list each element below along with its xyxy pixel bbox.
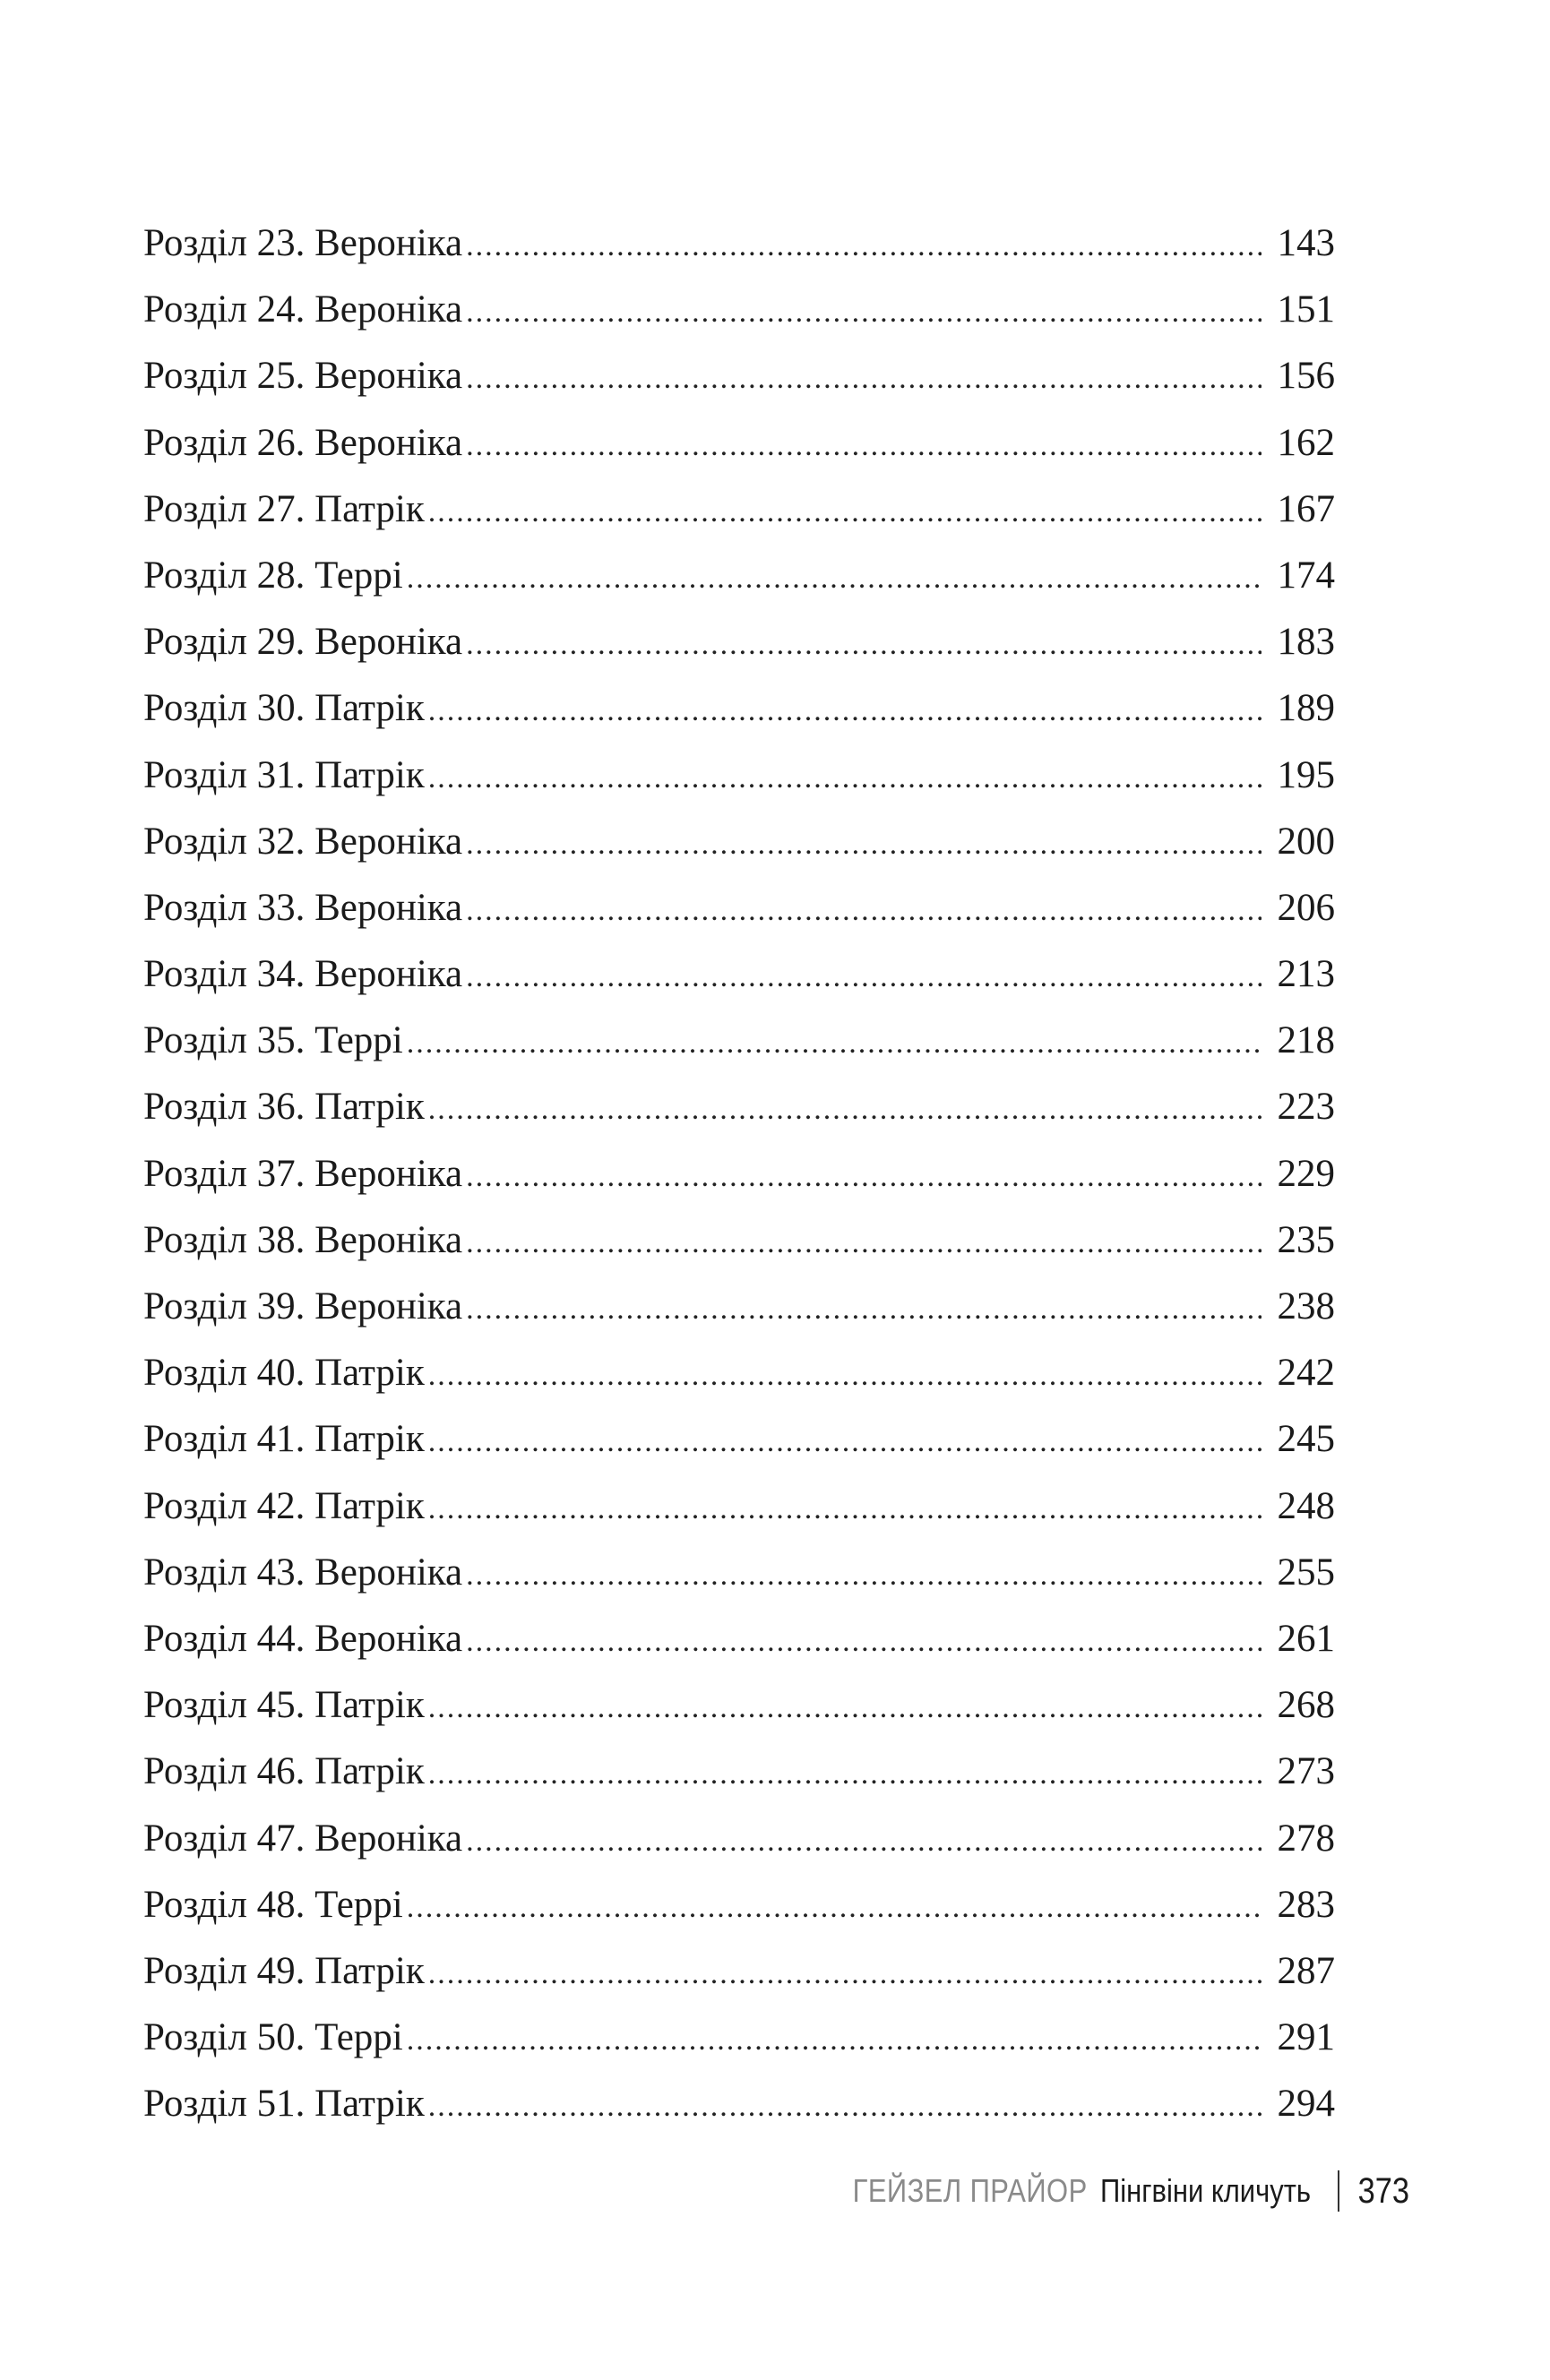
toc-entry-page: 278 [1277, 1817, 1335, 1860]
toc-entry [143, 1008, 1335, 1074]
toc-entry-page: 189 [1277, 687, 1335, 730]
dot-leader [428, 2074, 1262, 2140]
toc-entry-title: Розділ 48. Террі [143, 1883, 403, 1926]
toc-entry-page: 238 [1277, 1285, 1335, 1327]
toc-entry [143, 1872, 1335, 1938]
toc-entry [143, 2005, 1335, 2071]
dot-leader [428, 1941, 1262, 2007]
dot-leader [407, 1875, 1262, 1941]
toc-entry-page: 167 [1277, 487, 1335, 530]
toc-entry-title: Розділ 28. Террі [143, 554, 403, 597]
dot-leader [466, 1809, 1262, 1875]
toc-entry-page: 287 [1277, 1949, 1335, 1992]
dot-leader [466, 1542, 1262, 1609]
toc-entry [143, 2071, 1335, 2137]
toc-entry [143, 1141, 1335, 1207]
toc-entry-page: 195 [1277, 753, 1335, 796]
toc-entry-page: 151 [1277, 288, 1335, 331]
toc-entry [143, 1739, 1335, 1805]
toc-entry-page: 268 [1277, 1684, 1335, 1727]
toc-entry-title: Розділ 30. Патрік [143, 687, 425, 730]
toc-entry [143, 609, 1335, 675]
toc-entry-page: 206 [1277, 886, 1335, 929]
dot-leader [466, 413, 1262, 479]
toc-entry [143, 675, 1335, 742]
toc-entry-page: 242 [1277, 1352, 1335, 1395]
toc-entry-title: Розділ 39. Вероніка [143, 1285, 463, 1327]
toc-entry [143, 941, 1335, 1008]
toc-entry [143, 277, 1335, 343]
dot-leader [466, 612, 1262, 678]
toc-entry-page: 294 [1277, 2083, 1335, 2126]
toc-entry-page: 213 [1277, 953, 1335, 996]
dot-leader [428, 1741, 1262, 1808]
toc-entry [143, 875, 1335, 941]
toc-entry [143, 211, 1335, 277]
toc-entry-page: 162 [1277, 421, 1335, 464]
dot-leader [407, 546, 1262, 612]
toc-entry [143, 543, 1335, 609]
toc-entry-title: Розділ 29. Вероніка [143, 621, 463, 664]
toc-entry [143, 477, 1335, 543]
dot-leader [428, 1476, 1262, 1542]
toc-entry-title: Розділ 44. Вероніка [143, 1617, 463, 1660]
footer-divider [1338, 2170, 1339, 2212]
toc-entry-page: 291 [1277, 2016, 1335, 2059]
dot-leader [466, 878, 1262, 944]
toc-entry-page: 143 [1277, 222, 1335, 264]
toc-entry [143, 1806, 1335, 1872]
dot-leader [428, 1409, 1262, 1475]
toc-entry-title: Розділ 26. Вероніка [143, 421, 463, 464]
toc-entry [143, 1672, 1335, 1739]
toc-entry-page: 223 [1277, 1086, 1335, 1129]
table-of-contents [143, 211, 1335, 2137]
toc-entry-title: Розділ 34. Вероніка [143, 953, 463, 996]
dot-leader [466, 1609, 1262, 1675]
toc-entry-title: Розділ 50. Террі [143, 2016, 403, 2059]
toc-entry-title: Розділ 37. Вероніка [143, 1152, 463, 1195]
toc-entry-title: Розділ 35. Террі [143, 1019, 403, 1062]
toc-entry-title: Розділ 24. Вероніка [143, 288, 463, 331]
toc-entry [143, 1938, 1335, 2005]
dot-leader [428, 1343, 1262, 1409]
toc-entry-page: 248 [1277, 1484, 1335, 1527]
toc-entry-page: 183 [1277, 621, 1335, 664]
page-number: 373 [1357, 2170, 1410, 2211]
toc-entry-title: Розділ 31. Патрік [143, 753, 425, 796]
toc-entry-page: 273 [1277, 1750, 1335, 1793]
dot-leader [466, 213, 1262, 279]
toc-entry [143, 1606, 1335, 1672]
toc-entry [143, 809, 1335, 875]
toc-entry-title: Розділ 41. Патрік [143, 1418, 425, 1461]
toc-entry-title: Розділ 51. Патрік [143, 2083, 425, 2126]
dot-leader [466, 812, 1262, 878]
toc-entry [143, 1474, 1335, 1540]
toc-entry-title: Розділ 38. Вероніка [143, 1218, 463, 1261]
toc-entry [143, 343, 1335, 409]
dot-leader [466, 1210, 1262, 1276]
toc-entry-page: 218 [1277, 1019, 1335, 1062]
footer-author: ГЕЙЗЕЛ ПРАЙОР [852, 2172, 1088, 2209]
toc-entry-title: Розділ 40. Патрік [143, 1352, 425, 1395]
toc-entry-title: Розділ 49. Патрік [143, 1949, 425, 1992]
toc-entry [143, 410, 1335, 477]
dot-leader [428, 678, 1262, 744]
toc-entry-page: 255 [1277, 1551, 1335, 1594]
dot-leader [466, 279, 1262, 346]
running-footer [814, 2166, 1414, 2216]
toc-entry-title: Розділ 45. Патрік [143, 1684, 425, 1727]
dot-leader [466, 944, 1262, 1010]
toc-entry [143, 1540, 1335, 1606]
toc-entry-page: 245 [1277, 1418, 1335, 1461]
toc-entry-page: 156 [1277, 355, 1335, 398]
dot-leader [407, 2007, 1262, 2074]
toc-entry-title: Розділ 27. Патрік [143, 487, 425, 530]
dot-leader [466, 1276, 1262, 1343]
dot-leader [407, 1010, 1262, 1077]
dot-leader [466, 346, 1262, 412]
dot-leader [428, 1675, 1262, 1741]
toc-entry [143, 1074, 1335, 1140]
toc-entry-title: Розділ 43. Вероніка [143, 1551, 463, 1594]
toc-entry [143, 743, 1335, 809]
dot-leader [428, 479, 1262, 546]
toc-entry-title: Розділ 25. Вероніка [143, 355, 463, 398]
dot-leader [428, 1077, 1262, 1143]
toc-entry [143, 1340, 1335, 1406]
footer-book-title: Пінгвіни кличуть [1099, 2172, 1311, 2209]
toc-entry-page: 235 [1277, 1218, 1335, 1261]
toc-entry [143, 1406, 1335, 1473]
dot-leader [466, 1144, 1262, 1210]
toc-entry-title: Розділ 36. Патрік [143, 1086, 425, 1129]
toc-entry-page: 261 [1277, 1617, 1335, 1660]
toc-entry-title: Розділ 47. Вероніка [143, 1817, 463, 1860]
toc-entry-page: 229 [1277, 1152, 1335, 1195]
toc-entry-page: 200 [1277, 820, 1335, 863]
toc-entry [143, 1274, 1335, 1340]
toc-entry-page: 283 [1277, 1883, 1335, 1926]
toc-entry [143, 1207, 1335, 1274]
dot-leader [428, 745, 1262, 812]
toc-entry-page: 174 [1277, 554, 1335, 597]
toc-entry-title: Розділ 23. Вероніка [143, 222, 463, 264]
toc-entry-title: Розділ 33. Вероніка [143, 886, 463, 929]
toc-entry-title: Розділ 46. Патрік [143, 1750, 425, 1793]
toc-entry-title: Розділ 32. Вероніка [143, 820, 463, 863]
toc-entry-title: Розділ 42. Патрік [143, 1484, 425, 1527]
